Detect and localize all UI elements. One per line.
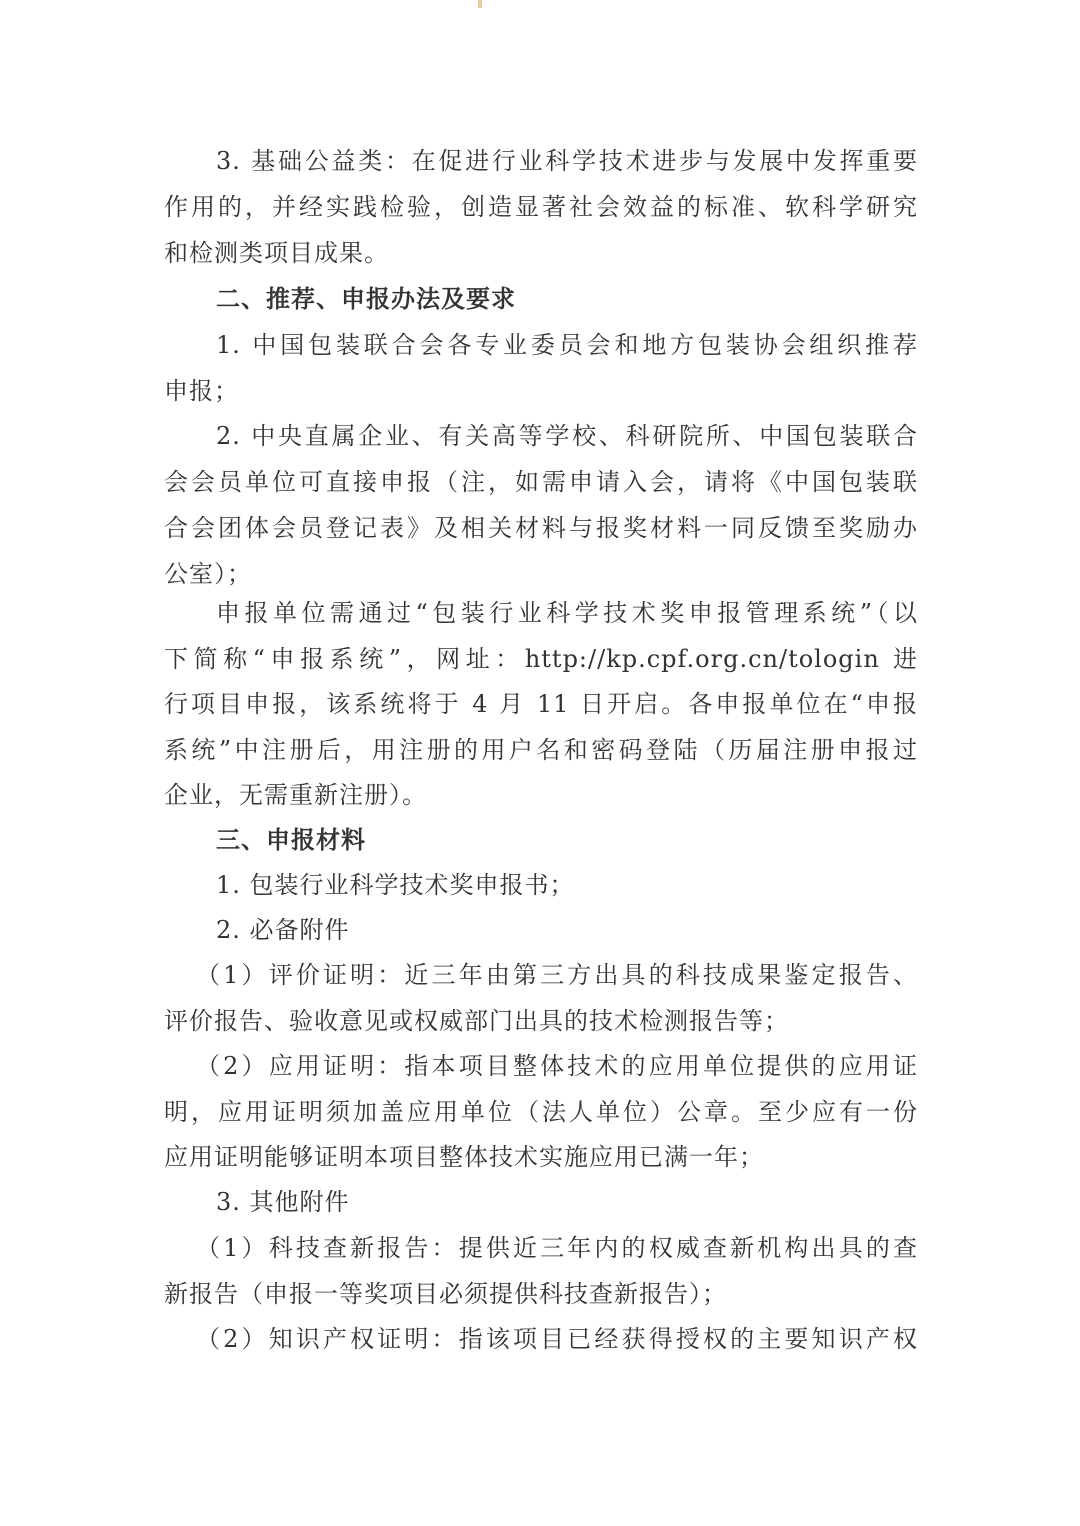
binding-mark [478,0,482,8]
paragraph-line: 新报告（申报一等奖项目必须提供科技查新报告）； [164,1280,727,1308]
section-heading: 三、申报材料 [216,826,366,854]
section-heading: 二、推荐、申报办法及要求 [216,285,516,313]
paragraph-line: 作用的，并经实践检验，创造显著社会效益的标准、软科学研究 [164,193,918,221]
paragraph-line: 评价报告、验收意见或权威部门出具的技术检测报告等； [164,1007,789,1035]
paragraph-line: 3. 其他附件 [216,1188,350,1216]
paragraph-line: 明，应用证明须加盖应用单位（法人单位）公章。至少应有一份 [164,1098,918,1126]
paragraph-line: 申报； [164,377,239,405]
paragraph-line: 会会员单位可直接申报（注，如需申请入会，请将《中国包装联 [164,468,918,496]
paragraph-line: （1）科技查新报告：提供近三年内的权威查新机构出具的查 [196,1234,918,1262]
paragraph-line: 行项目申报，该系统将于 4 月 11 日开启。各申报单位在“申报 [164,690,918,718]
paragraph-line: 下简称“申报系统”，网址：http://kp.cpf.org.cn/tologin 进 [164,645,918,673]
paragraph-line: 企业，无需重新注册）。 [164,781,427,809]
paragraph-line: 1. 中国包装联合会各专业委员会和地方包装协会组织推荐 [216,331,918,359]
paragraph-line: 和检测类项目成果。 [164,239,389,267]
paragraph-line: 应用证明能够证明本项目整体技术实施应用已满一年； [164,1143,764,1171]
paragraph-line: 2. 中央直属企业、有关高等学校、科研院所、中国包装联合 [216,422,918,450]
paragraph-line: 申报单位需通过“包装行业科学技术奖申报管理系统”（以 [216,599,918,627]
paragraph-line: 2. 必备附件 [216,916,350,944]
paragraph-line: （2）应用证明：指本项目整体技术的应用单位提供的应用证 [196,1052,918,1080]
paragraph-line: 系统”中注册后，用注册的用户名和密码登陆（历届注册申报过 [164,736,918,764]
paragraph-line: 3. 基础公益类：在促进行业科学技术进步与发展中发挥重要 [216,147,918,175]
paragraph-line: 合会团体会员登记表》及相关材料与报奖材料一同反馈至奖励办 [164,514,918,542]
paragraph-line: 1. 包装行业科学技术奖申报书； [216,871,575,899]
paragraph-line: （1）评价证明：近三年由第三方出具的科技成果鉴定报告、 [196,961,918,989]
paragraph-line: （2）知识产权证明：指该项目已经获得授权的主要知识产权 [196,1325,918,1353]
paragraph-line: 公室）； [164,560,252,588]
